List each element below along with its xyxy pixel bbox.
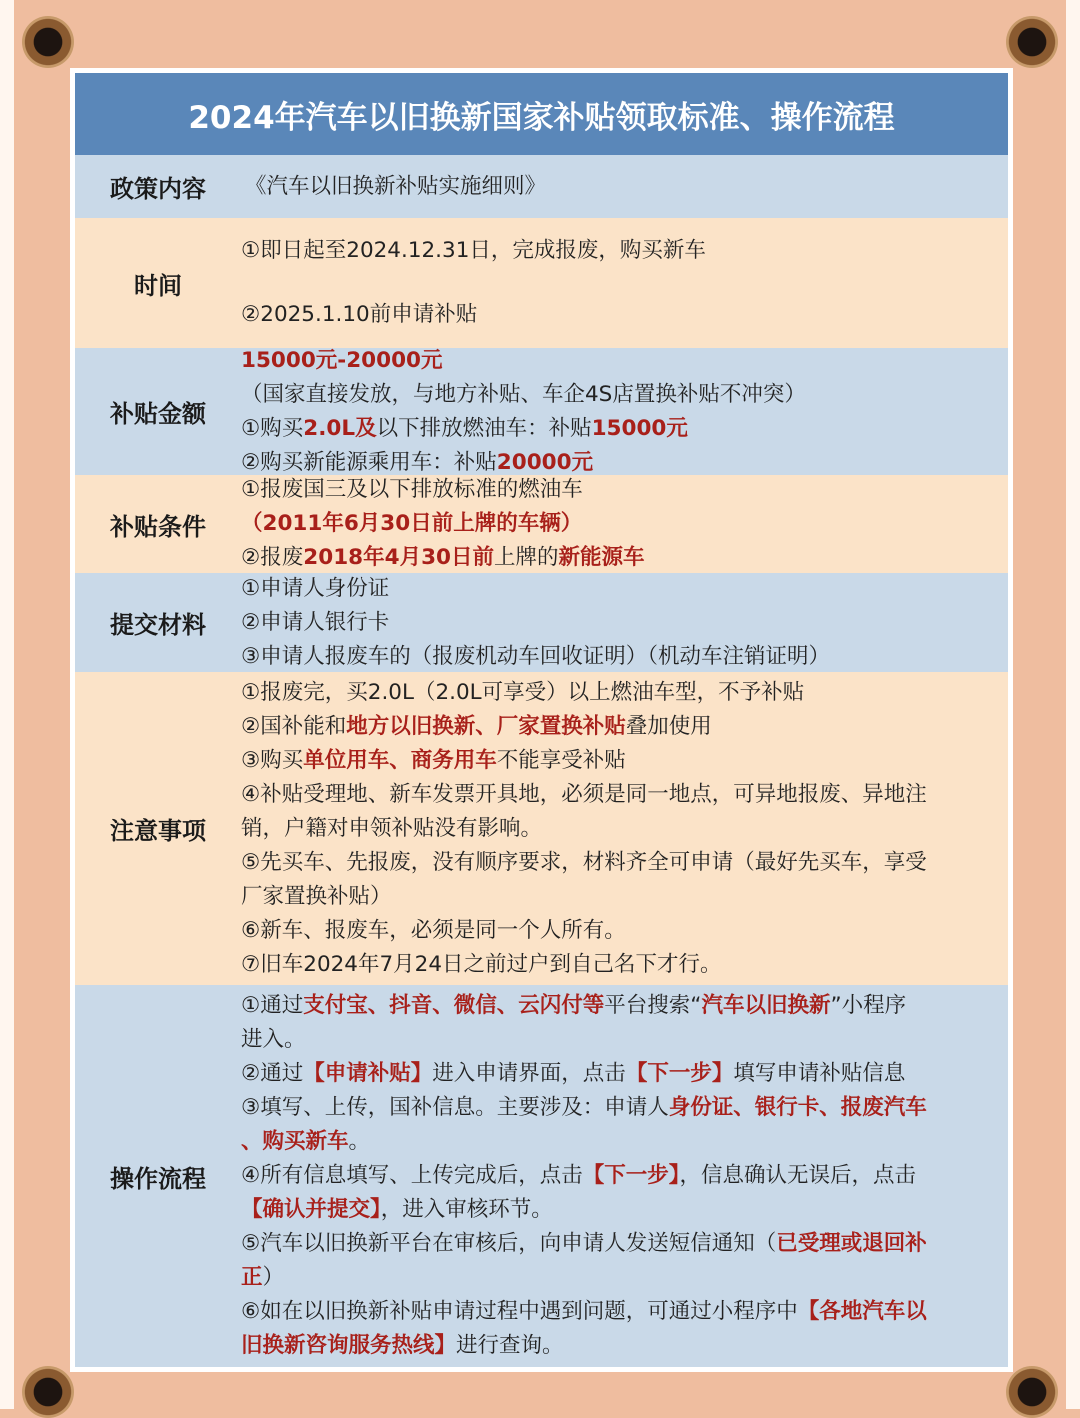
text: ⑥新车、报废车，必须是同一个人所有。	[241, 917, 626, 943]
row-time	[75, 218, 1008, 348]
text: 上牌的	[494, 545, 559, 570]
text: ①报废完，买2.0L（2.0L可享受）以上燃油车型，不予补贴	[241, 679, 805, 705]
text-line	[241, 298, 1008, 332]
text: 厂家置换补贴）	[241, 883, 392, 909]
pin-icon	[22, 1366, 74, 1418]
row-content	[233, 475, 1008, 573]
text: ⑥如在以旧换新补贴申请过程中遇到问题，可通过小程序中	[241, 1299, 798, 1324]
text: 《汽车以旧换新补贴实施细则》	[245, 173, 547, 199]
text-line	[241, 989, 1008, 1023]
text: 平台搜索“	[604, 993, 702, 1018]
text-line	[241, 507, 1008, 541]
pin-icon	[1006, 16, 1058, 68]
text: ③申请人报废车的（报废机动车回收证明）（机动车注销证明）	[241, 643, 831, 669]
text-line	[241, 778, 1008, 812]
highlight-text: 15000元-20000元	[241, 347, 443, 373]
row-content	[233, 218, 1008, 348]
text-line	[241, 1159, 1008, 1193]
highlight-text: 、购买新车	[241, 1129, 349, 1154]
row-materials	[75, 573, 1008, 672]
row-process	[75, 985, 1008, 1367]
row-content	[233, 985, 1008, 1367]
text: ”小程序	[830, 993, 907, 1018]
highlight-text: 新能源车	[558, 545, 645, 570]
row-content	[233, 348, 1008, 475]
text: 叠加使用	[625, 713, 712, 739]
policy-card	[70, 68, 1013, 1372]
text-line	[241, 880, 1008, 914]
row-amount	[75, 348, 1008, 475]
text-line	[241, 1193, 1008, 1227]
highlight-text: 单位用车、商务用车	[303, 747, 497, 773]
text: ②国补能和	[241, 713, 347, 739]
text: 进行查询。	[456, 1333, 564, 1358]
text-line	[241, 1227, 1008, 1261]
row-label: 提交材料	[110, 611, 206, 639]
text: ，进入审核环节。	[380, 1197, 553, 1222]
highlight-text: 身份证、银行卡、报废汽车	[668, 1095, 927, 1120]
text: ，信息确认无误后，点击	[679, 1163, 917, 1188]
text: ⑤先买车、先报废，没有顺序要求，材料齐全可申请（最好先买车，享受	[241, 849, 927, 875]
text: ②购买新能源乘用车：补贴	[241, 449, 497, 475]
text-line	[241, 572, 1008, 606]
highlight-text: 正	[241, 1265, 263, 1290]
text: ①申请人身份证	[241, 575, 390, 601]
text-line	[241, 710, 1008, 744]
text: ①报废国三及以下排放标准的燃油车	[241, 477, 583, 502]
text-line	[241, 344, 1008, 378]
text-line	[241, 541, 1008, 575]
highlight-text: 【各地汽车以	[797, 1299, 927, 1324]
text: 填写申请补贴信息	[733, 1061, 906, 1086]
text-line	[241, 812, 1008, 846]
row-content	[233, 155, 1008, 218]
text-line	[241, 914, 1008, 948]
highlight-text: 支付宝、抖音、微信、云闪付等	[303, 993, 605, 1018]
row-content	[233, 573, 1008, 672]
row-label: 补贴条件	[110, 512, 206, 541]
row-conditions	[75, 475, 1008, 573]
row-content	[233, 672, 1008, 985]
highlight-text: 20000元	[496, 449, 594, 475]
text: ①即日起至2024.12.31日，完成报废，购买新车	[241, 238, 706, 263]
text: 进入申请界面，点击	[432, 1061, 626, 1086]
text: ②2025.1.10前申请补贴	[241, 302, 478, 327]
text-line	[241, 234, 1008, 268]
text-line	[241, 378, 1008, 412]
highlight-text: 【下一步】	[582, 1163, 680, 1188]
pin-icon	[22, 16, 74, 68]
highlight-text: 2018年4月30日前	[303, 545, 494, 570]
text-line	[241, 1023, 1008, 1057]
text-line	[241, 1057, 1008, 1091]
text-line	[241, 412, 1008, 446]
text: ②通过	[241, 1061, 304, 1086]
highlight-text: 【下一步】	[625, 1061, 734, 1086]
text: 以下排放燃油车：补贴	[376, 415, 592, 441]
text-line	[241, 846, 1008, 880]
highlight-text: 汽车以旧换新	[701, 993, 831, 1018]
right-edge	[1066, 0, 1080, 1409]
page-title: 2024年汽车以旧换新国家补贴领取标准、操作流程	[75, 73, 1008, 155]
text: ④所有信息填写、上传完成后，点击	[241, 1163, 583, 1188]
text-line	[241, 1091, 1008, 1125]
text: ①购买	[241, 415, 304, 441]
text: 。	[348, 1129, 371, 1154]
text: ⑦旧车2024年7月24日之前过户到自己名下才行。	[241, 951, 722, 977]
row-notes	[75, 672, 1008, 985]
text-line	[241, 1329, 1008, 1363]
highlight-text: 地方以旧换新、厂家置换补贴	[346, 713, 626, 739]
highlight-text: 已受理或退回补	[776, 1231, 927, 1256]
row-policy	[75, 155, 1008, 218]
text-line	[241, 744, 1008, 778]
text-line	[241, 1295, 1008, 1329]
row-label: 政策内容	[110, 175, 206, 203]
highlight-text: 旧换新咨询服务热线】	[241, 1333, 457, 1358]
row-label: 时间	[134, 271, 182, 300]
highlight-text: 15000元	[591, 415, 688, 441]
row-label: 操作流程	[110, 1164, 206, 1193]
text: ③购买	[241, 747, 304, 773]
highlight-text: 2.0L及	[303, 415, 377, 441]
text: ④补贴受理地、新车发票开具地，必须是同一地点，可异地报废、异地注	[241, 781, 927, 807]
text-line	[241, 1261, 1008, 1295]
text: 进入。	[241, 1027, 306, 1052]
text: ③填写、上传，国补信息。主要涉及：申请人	[241, 1095, 669, 1120]
text: 销，户籍对申领补贴没有影响。	[241, 815, 543, 841]
row-label: 注意事项	[110, 817, 206, 845]
text: ②申请人银行卡	[241, 609, 390, 635]
text-line	[241, 640, 1008, 674]
text: （国家直接发放，与地方补贴、车企4S店置换补贴不冲突）	[241, 381, 806, 407]
highlight-text: 【申请补贴】	[303, 1061, 433, 1086]
text-line	[241, 473, 1008, 507]
text: ⑤汽车以旧换新平台在审核后，向申请人发送短信通知（	[241, 1231, 777, 1256]
pin-icon	[1006, 1366, 1058, 1418]
row-label: 补贴金额	[110, 400, 206, 428]
text-line	[241, 1125, 1008, 1159]
text-line	[241, 676, 1008, 710]
text: 不能享受补贴	[496, 747, 626, 773]
text-line	[241, 948, 1008, 982]
left-edge	[0, 0, 14, 1409]
highlight-text: 【确认并提交】	[241, 1197, 381, 1222]
text: ①通过	[241, 993, 304, 1018]
text: ②报废	[241, 545, 304, 570]
text-line	[245, 170, 1008, 204]
highlight-text: （2011年6月30日前上牌的车辆）	[241, 511, 583, 536]
text: ）	[262, 1265, 285, 1290]
text-line	[241, 606, 1008, 640]
